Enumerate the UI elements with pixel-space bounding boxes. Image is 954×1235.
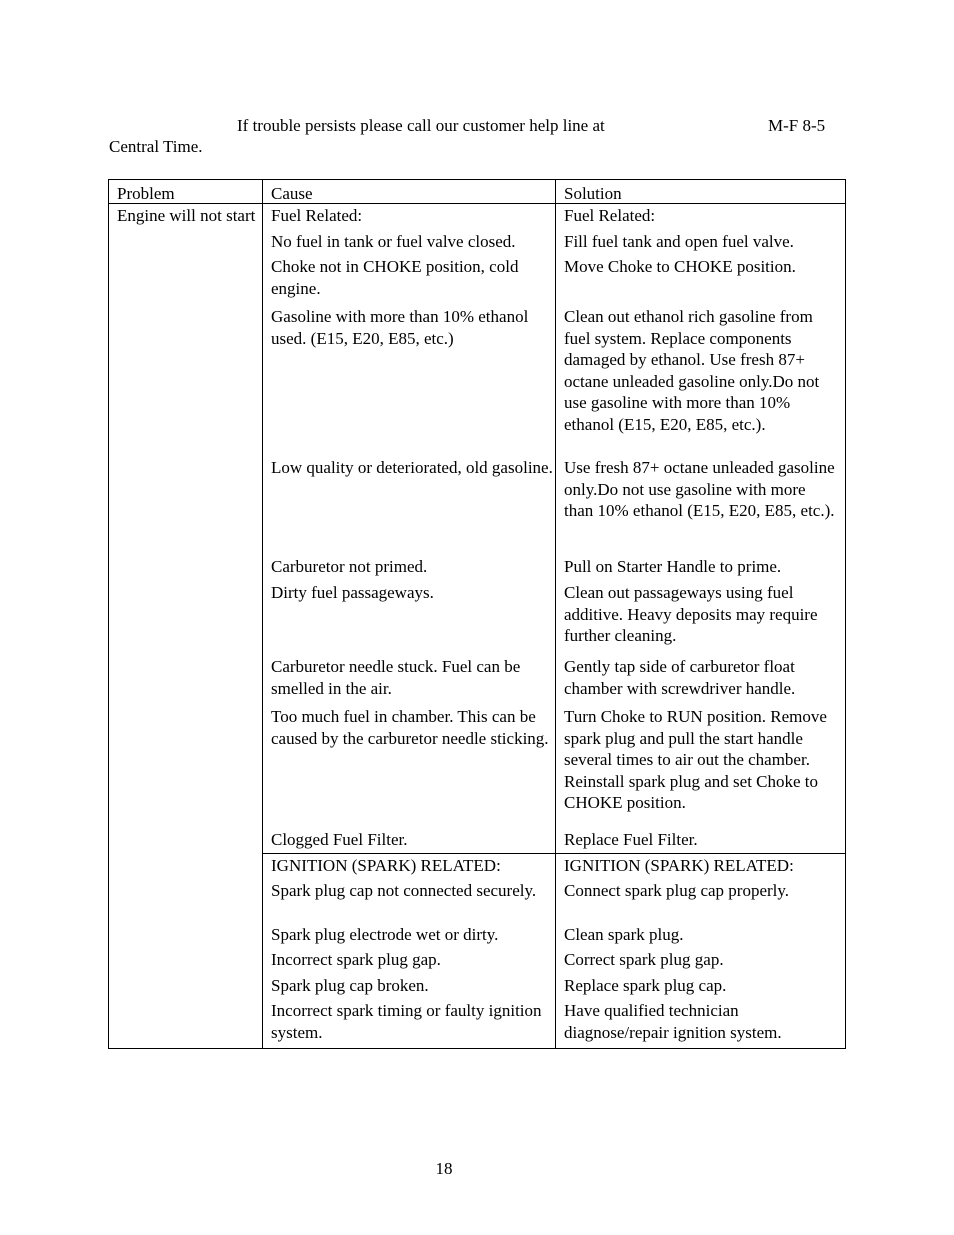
fuel-cause-1: No fuel in tank or fuel valve closed. xyxy=(271,232,516,251)
problem-text: Engine will not start xyxy=(117,206,256,225)
fuel-cause-9: Clogged Fuel Filter. xyxy=(271,830,408,849)
help-line-hours: M-F 8-5 xyxy=(768,116,826,135)
ignition-solution-4: Replace spark plug cap. xyxy=(564,976,727,995)
fuel-solution-heading: Fuel Related: xyxy=(564,206,656,225)
help-line-timezone: Central Time. xyxy=(109,137,203,156)
fuel-solution-9: Replace Fuel Filter. xyxy=(564,830,698,849)
ignition-cause-4: Spark plug cap broken. xyxy=(271,976,429,995)
fuel-cause-5: Carburetor not primed. xyxy=(271,557,428,576)
header-solution: Solution xyxy=(564,184,622,203)
fuel-solution-2: Move Choke to CHOKE position. xyxy=(564,257,796,276)
ignition-solution-3: Correct spark plug gap. xyxy=(564,950,724,969)
fuel-cause-7: Carburetor needle stuck. Fuel can be smelled in the air. xyxy=(271,657,521,698)
ignition-cause-5: Incorrect spark timing or faulty ignition system. xyxy=(271,1001,542,1042)
help-line-text: If trouble persists please call our customer help line at xyxy=(237,116,605,135)
fuel-cause-heading: Fuel Related: xyxy=(271,206,363,225)
header-cause: Cause xyxy=(271,184,313,203)
fuel-solution-4: Use fresh 87+ octane unleaded gasoline only.Do not use gasoline with more than 10% ethanol (E15, E20, E85, etc.). xyxy=(564,458,835,520)
ignition-cause-2: Spark plug electrode wet or dirty. xyxy=(271,925,499,944)
ignition-cause-heading: IGNITION (SPARK) RELATED: xyxy=(271,856,501,875)
troubleshooting-table xyxy=(108,179,846,1049)
ignition-solution-heading: IGNITION (SPARK) RELATED: xyxy=(564,856,794,875)
section-divider xyxy=(262,853,845,854)
header-divider xyxy=(109,203,845,204)
ignition-cause-3: Incorrect spark plug gap. xyxy=(271,950,441,969)
fuel-cause-6: Dirty fuel passageways. xyxy=(271,583,434,602)
fuel-solution-6: Clean out passageways using fuel additive. Heavy deposits may require further cleaning. xyxy=(564,583,818,645)
page-number: 18 xyxy=(435,1159,453,1178)
fuel-solution-1: Fill fuel tank and open fuel valve. xyxy=(564,232,794,251)
fuel-solution-5: Pull on Starter Handle to prime. xyxy=(564,557,782,576)
fuel-cause-8: Too much fuel in chamber. This can be caused by the carburetor needle sticking. xyxy=(271,707,549,748)
fuel-cause-4: Low quality or deteriorated, old gasoline. xyxy=(271,458,553,477)
ignition-solution-1: Connect spark plug cap properly. xyxy=(564,881,790,900)
fuel-solution-8: Turn Choke to RUN position. Remove spark plug and pull the start handle several times to air out the chamber. Reinstall spark plug and set Choke to CHOKE position. xyxy=(564,707,827,812)
ignition-cause-1: Spark plug cap not connected securely. xyxy=(271,881,537,900)
fuel-cause-3: Gasoline with more than 10% ethanol used. (E15, E20, E85, etc.) xyxy=(271,307,529,348)
fuel-solution-7: Gently tap side of carburetor float chamber with screwdriver handle. xyxy=(564,657,796,698)
ignition-solution-5: Have qualified technician diagnose/repair ignition system. xyxy=(564,1001,782,1042)
column-divider xyxy=(262,180,263,1048)
ignition-solution-2: Clean spark plug. xyxy=(564,925,684,944)
column-divider xyxy=(555,180,556,1048)
fuel-cause-2: Choke not in CHOKE position, cold engine. xyxy=(271,257,519,298)
fuel-solution-3: Clean out ethanol rich gasoline from fuel system. Replace components damaged by ethanol. Use fresh 87+ octane unleaded gasoline only.Do not use gasoline with more than 10% ethanol (E15, E20, E85, etc.). xyxy=(564,307,820,434)
header-problem: Problem xyxy=(117,184,175,203)
